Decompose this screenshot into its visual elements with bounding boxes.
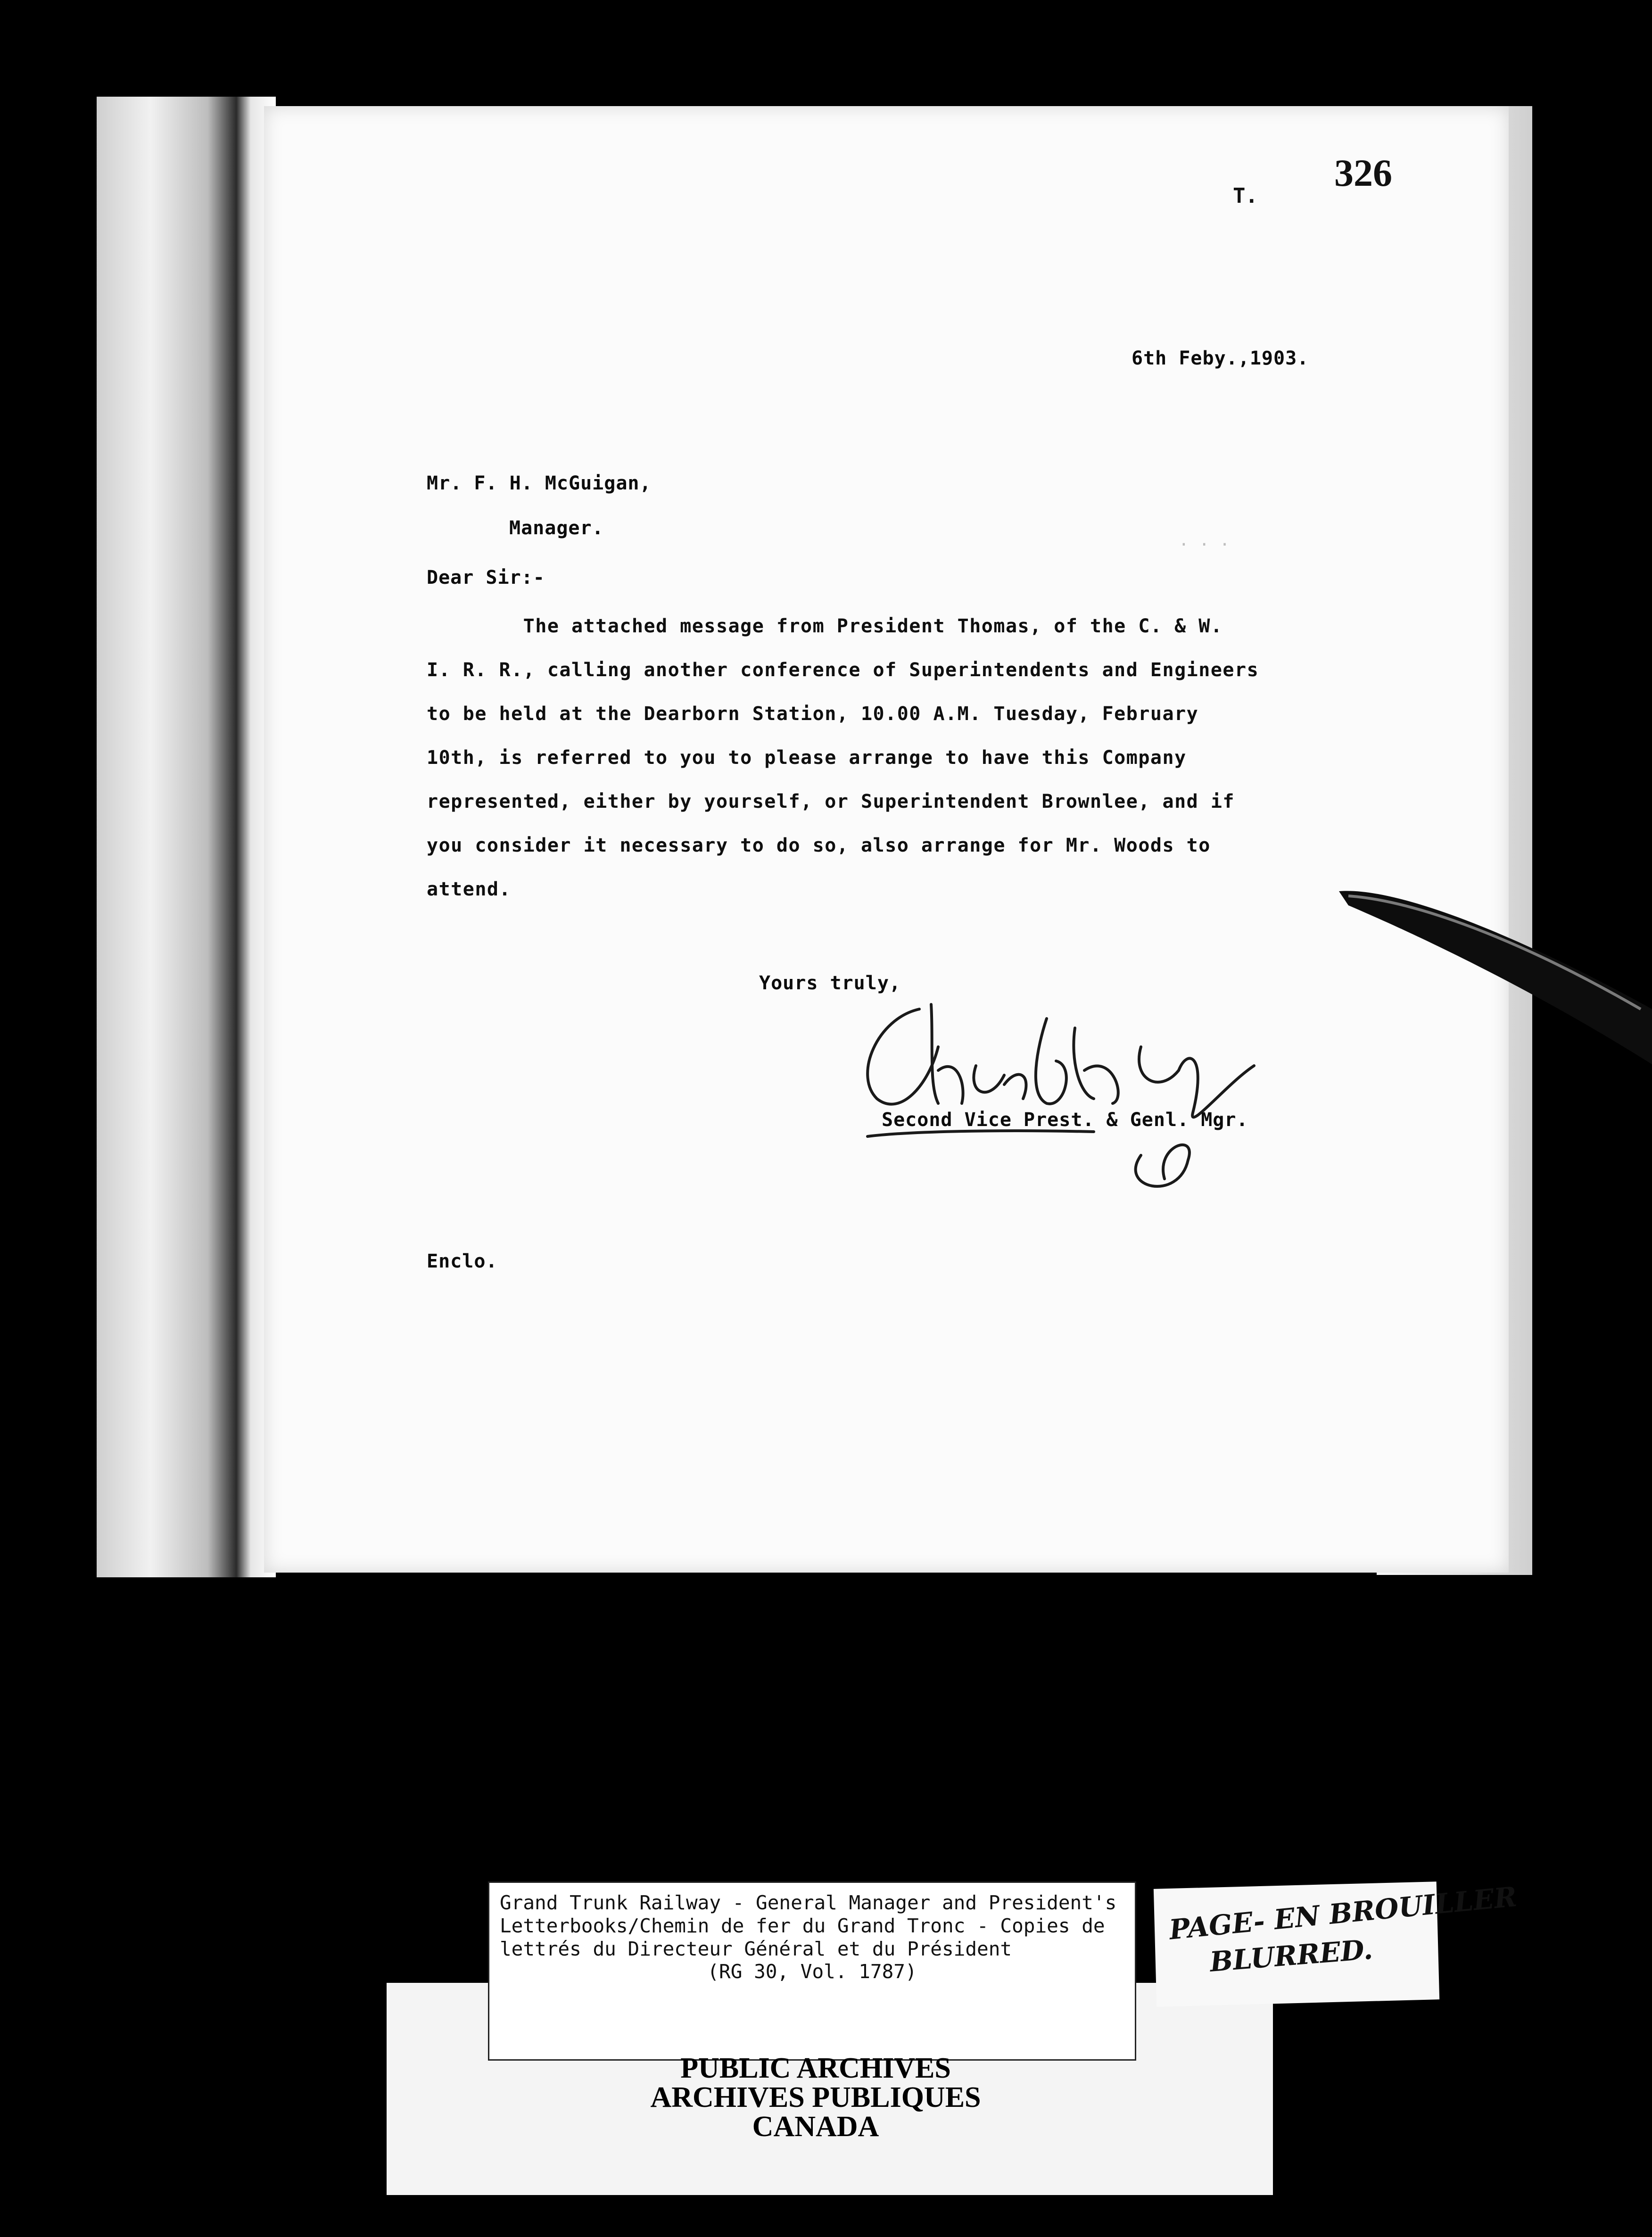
caption-line: Letterbooks/Chemin de fer du Grand Tronc - Copies de xyxy=(500,1914,1105,1937)
page-binding-edge xyxy=(97,97,276,1577)
hand-note-line: PAGE- EN BROUILLER xyxy=(1167,1881,1519,1946)
body-line: you consider it necessary to do so, also arrange for Mr. Woods to xyxy=(427,835,1211,856)
signature-title: Second Vice Prest. & Genl. Mgr. xyxy=(882,1109,1248,1131)
pen-icon xyxy=(1339,877,1652,1075)
closing: Yours truly, xyxy=(759,972,901,994)
handwritten-signature xyxy=(849,990,1282,1207)
enclosure-note: Enclo. xyxy=(427,1251,498,1272)
archives-line-country: CANADA xyxy=(752,2111,879,2143)
archives-line-fr: ARCHIVES PUBLIQUES xyxy=(650,2081,981,2113)
caption-reference: (RG 30, Vol. 1787) xyxy=(707,1960,917,1983)
caption-line: Grand Trunk Railway - General Manager and President's xyxy=(500,1891,1117,1914)
archive-caption-card xyxy=(488,1881,1136,2061)
hand-note-line: BLURRED. xyxy=(1208,1933,1374,1978)
archives-stamp xyxy=(490,2054,1141,2141)
body-line: to be held at the Dearborn Station, 10.00 A.M. Tuesday, February xyxy=(427,703,1199,725)
page-mark: T. xyxy=(1233,184,1258,208)
recipient-name: Mr. F. H. McGuigan, xyxy=(427,472,652,494)
body-line: represented, either by yourself, or Superintendent Brownlee, and if xyxy=(427,791,1235,812)
body-line: I. R. R., calling another conference of Superintendents and Engineers xyxy=(427,659,1259,681)
recipient-title: Manager. xyxy=(509,517,604,539)
salutation: Dear Sir:- xyxy=(427,567,545,588)
bleed-through-text: . . . xyxy=(1179,530,1230,550)
archives-line-en: PUBLIC ARCHIVES xyxy=(680,2052,951,2084)
handwritten-note xyxy=(1154,1881,1519,2007)
body-line: attend. xyxy=(427,878,512,900)
letter-date: 6th Feby.,1903. xyxy=(1132,348,1309,369)
body-line: 10th, is referred to you to please arrange to have this Company xyxy=(427,747,1187,769)
page-number: 326 xyxy=(1334,151,1392,194)
caption-line: lettrés du Directeur Général et du Président xyxy=(500,1937,1012,1960)
body-line: The attached message from President Thomas, of the C. & W. xyxy=(427,615,1223,637)
